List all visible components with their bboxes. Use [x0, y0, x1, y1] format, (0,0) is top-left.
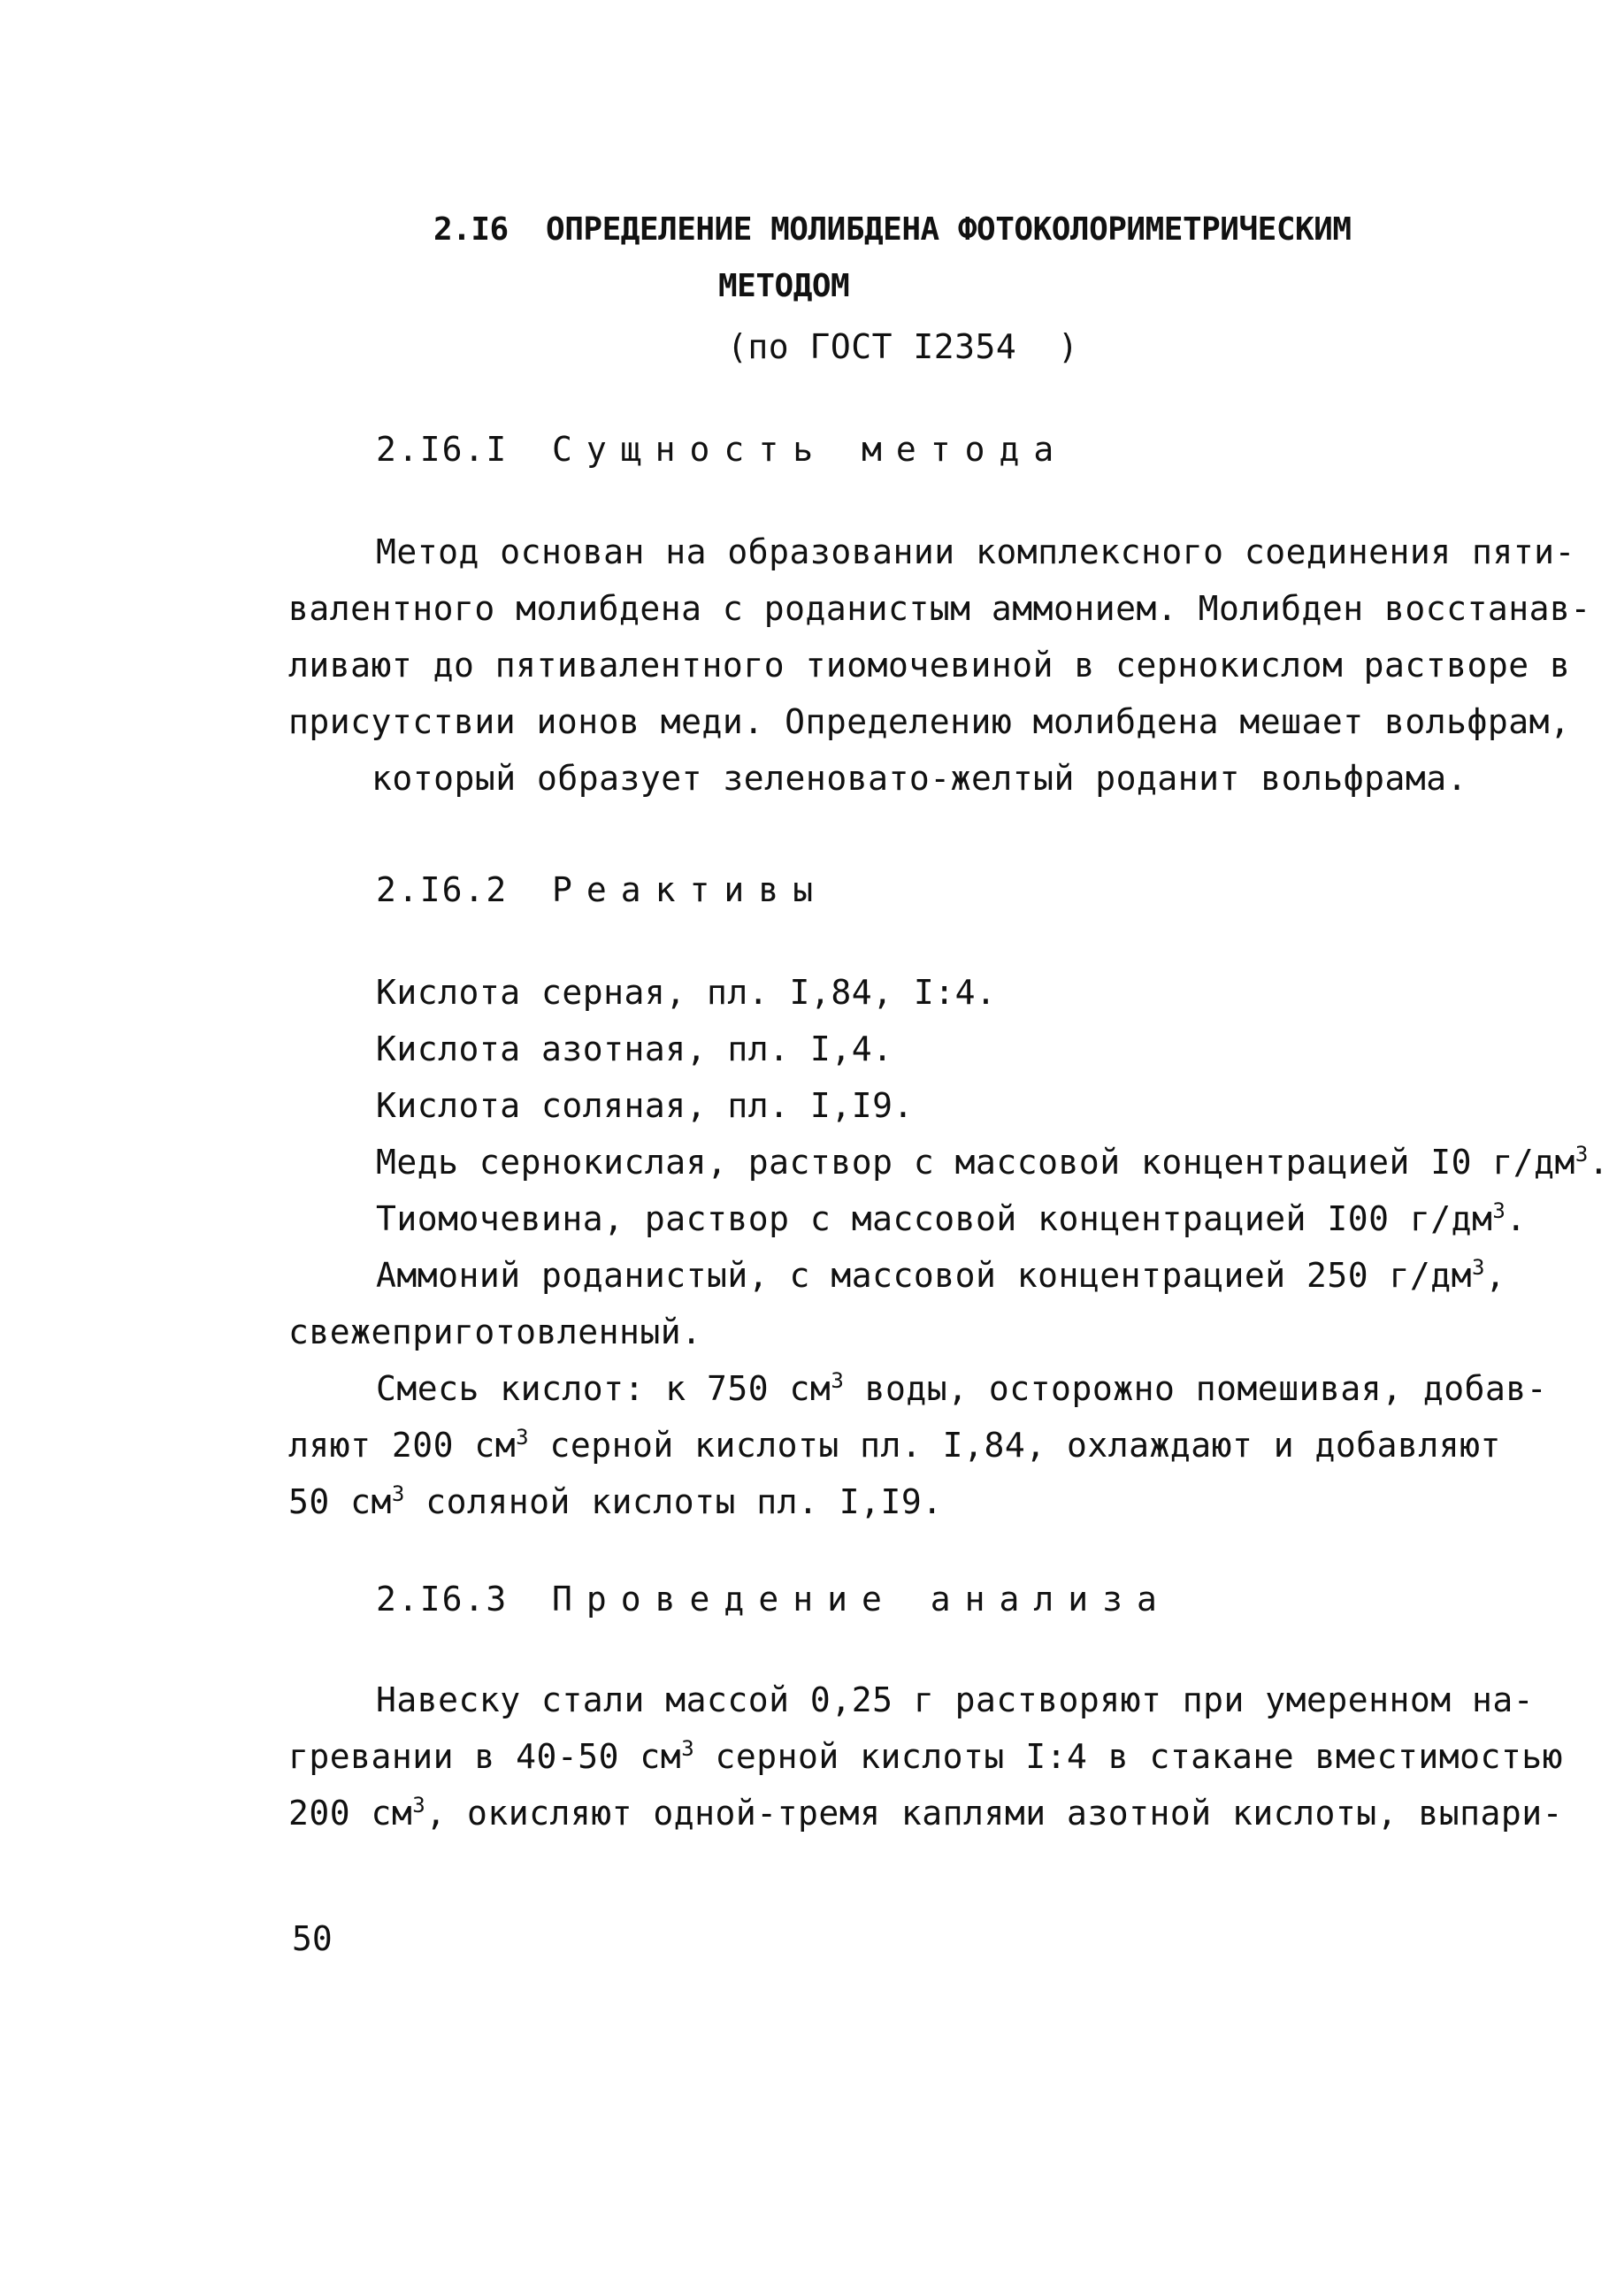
page-number: 50 [292, 1919, 333, 1958]
reagent-text: . [1588, 1143, 1609, 1182]
analysis-text: , окисляют одной-тремя каплями азотной кислоты, выпари- [425, 1794, 1564, 1833]
reagent-text: Аммоний роданистый, с массовой концентрацией 250 г/дм [376, 1256, 1473, 1295]
analysis-line: Навеску стали массой 0,25 г растворяют при умеренном на- [376, 1680, 1535, 1719]
analysis-text: 200 см [288, 1794, 413, 1833]
reagent-line [376, 1198, 1527, 1240]
reagent-text: 50 см [288, 1482, 392, 1521]
reagent-line [288, 1481, 943, 1523]
reagent-text: . [1506, 1199, 1527, 1238]
paragraph-line: ливают до пятивалентного тиомочевиной в сернокислом растворе в [288, 646, 1571, 685]
reagent-text: Медь сернокислая, раствор с массовой концентрацией I0 г/дм [376, 1143, 1575, 1182]
reagent-line [376, 1141, 1609, 1183]
reagent-line [376, 1254, 1506, 1297]
section-title: Проведение анализа [552, 1580, 1171, 1619]
reagent-line [288, 1424, 1501, 1466]
reagent-text: соляной кислоты пл. I,I9. [404, 1482, 943, 1521]
reagent-line: Кислота азотная, пл. I,4. [376, 1029, 893, 1068]
section-heading-2 [376, 869, 827, 911]
section-title: Сущность метода [552, 430, 1069, 469]
superscript: 3 [1492, 1198, 1506, 1223]
document-title-line2: МЕТОДОМ [718, 268, 850, 304]
superscript: 3 [1575, 1142, 1589, 1167]
section-number: 2.I6.I [376, 430, 509, 469]
section-heading-1 [376, 428, 1068, 471]
superscript: 3 [831, 1368, 845, 1393]
paragraph-line: валентного молибдена с роданистым аммонием. Молибден восстанав- [288, 589, 1591, 628]
analysis-text: серной кислоты I:4 в стакане вместимостью [694, 1737, 1564, 1776]
analysis-line [288, 1792, 1563, 1834]
section-number: 2.I6.2 [376, 870, 509, 909]
document-title-line3: (по ГОСТ I2354 ) [727, 327, 1079, 366]
section-number: 2.I6.3 [376, 1580, 509, 1619]
analysis-line [288, 1735, 1563, 1778]
reagent-line [376, 1367, 1547, 1410]
reagent-line: Кислота соляная, пл. I,I9. [376, 1086, 914, 1125]
paragraph-line: присутствии ионов меди. Определению молибдена мешает вольфрам, [288, 702, 1571, 741]
analysis-text: гревании в 40-50 см [288, 1737, 682, 1776]
section-heading-3 [376, 1578, 1171, 1620]
reagent-text: воды, осторожно помешивая, добав- [844, 1369, 1548, 1408]
reagent-line: свежеприготовленный. [288, 1313, 702, 1351]
superscript: 3 [681, 1736, 695, 1761]
section-title: Реактивы [552, 870, 828, 909]
paragraph-line: который образует зеленовато-желтый роданит вольфрама. [372, 759, 1468, 798]
superscript: 3 [391, 1481, 405, 1506]
reagent-text: серной кислоты пл. I,84, охлаждают и добавляют [529, 1426, 1501, 1465]
reagent-text: , [1484, 1256, 1506, 1295]
superscript: 3 [412, 1793, 426, 1818]
superscript: 3 [1472, 1255, 1485, 1280]
reagent-text: Тиомочевина, раствор с массовой концентрацией I00 г/дм [376, 1199, 1493, 1238]
paragraph-line: Метод основан на образовании комплексного соединения пяти- [376, 532, 1575, 571]
document-title-line1: 2.I6 ОПРЕДЕЛЕНИЕ МОЛИБДЕНА ФОТОКОЛОРИМЕТРИЧЕСКИМ [433, 211, 1352, 248]
reagent-text: Смесь кислот: к 750 см [376, 1369, 831, 1408]
superscript: 3 [516, 1425, 530, 1450]
reagent-line: Кислота серная, пл. I,84, I:4. [376, 973, 997, 1012]
reagent-text: ляют 200 см [288, 1426, 517, 1465]
